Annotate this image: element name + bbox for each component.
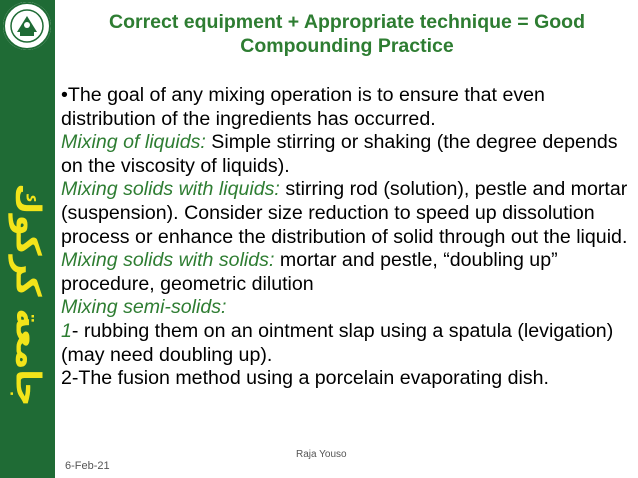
item-1-number: 1 [61, 319, 72, 342]
liquids-text: Simple stirring or shaking (the degree depends on the viscosity of liquids). [61, 131, 618, 177]
university-seal-icon [3, 2, 51, 50]
liquids-lead: Mixing of liquids: [61, 131, 206, 154]
semi-solids-item-2: 2-The fusion method using a porcelain evaporating dish. [61, 367, 549, 390]
sidebar [0, 0, 55, 478]
solids-solids-lead: Mixing solids with solids: [61, 249, 275, 272]
item-1-text: - rubbing them on an ointment slap using a spatula (levigation)(may need doubling up). [61, 319, 614, 366]
university-name-vertical [0, 183, 55, 407]
solids-liquids-paragraph [61, 178, 633, 249]
slide-body [61, 84, 633, 391]
sidebar-vertical-text: جامعة كركوك [7, 183, 48, 407]
solids-liquids-text: stirring rod (solution), pestle and mortar (suspension). Consider size reduction to speed up dissolution process or enhance the distribution of solid through out the liquid. [61, 178, 628, 248]
footer-date: 6-Feb-21 [65, 460, 110, 472]
semi-solids-lead: Mixing semi-solids: [61, 296, 227, 319]
intro-paragraph: •The goal of any mixing operation is to ensure that even distribution of the ingredients has occurred. [61, 84, 545, 130]
liquids-paragraph [61, 131, 633, 178]
solids-liquids-lead: Mixing solids with liquids: [61, 178, 280, 201]
footer-author: Raja Youso [296, 449, 347, 460]
solids-solids-text: mortar and pestle, “doubling up” procedure, geometric dilution [61, 249, 558, 295]
slide-title: Correct equipment + Appropriate technique = Good Compounding Practice [109, 11, 585, 57]
semi-solids-heading [61, 296, 633, 320]
solids-solids-paragraph [61, 249, 633, 296]
semi-solids-item-1 [61, 320, 633, 367]
